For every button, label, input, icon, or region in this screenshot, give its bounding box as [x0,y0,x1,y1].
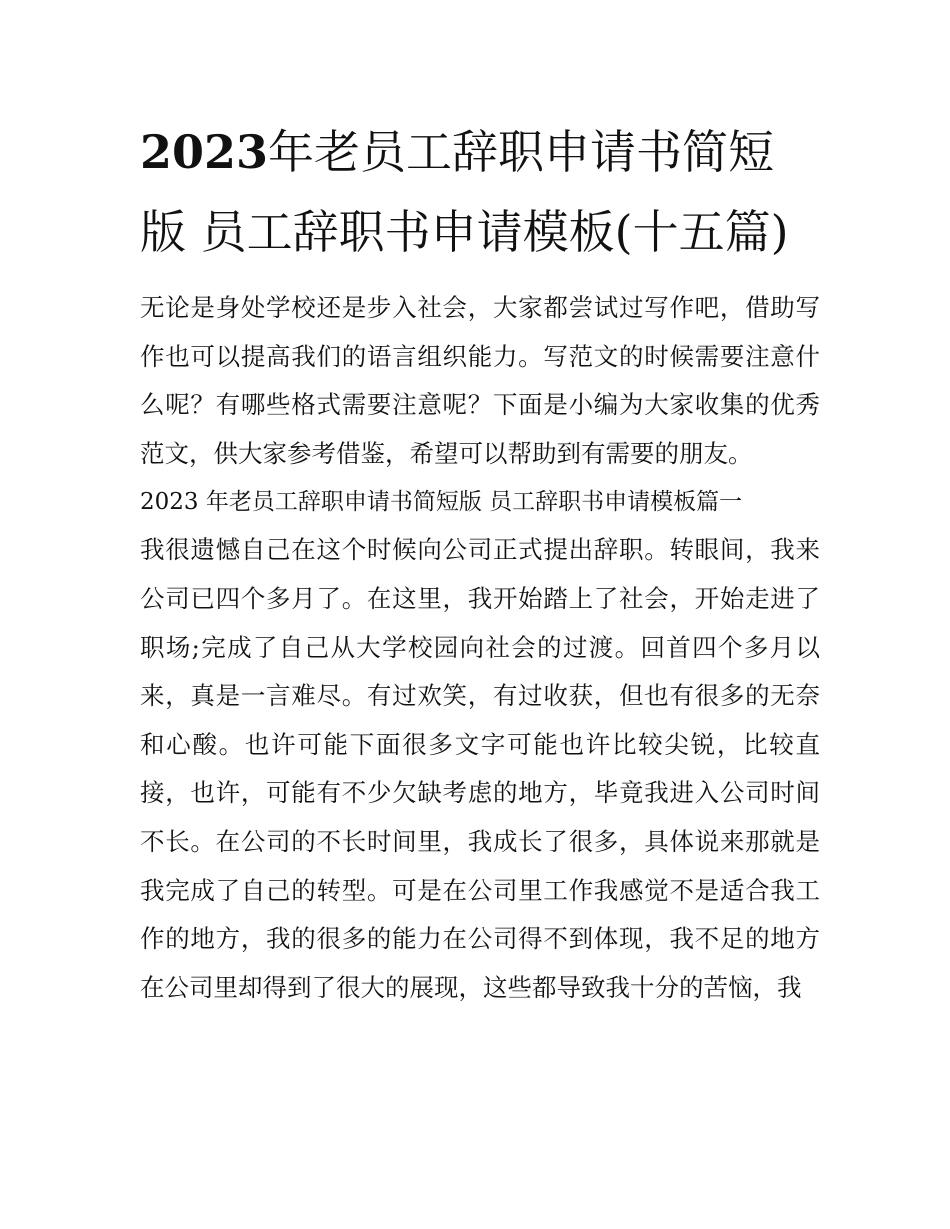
document-title-text: 年老员工辞职申请书简短版 员工辞职书申请模板(十五篇) [140,125,789,259]
document-page [140,112,820,1012]
intro-paragraph: 无论是身处学校还是步入社会，大家都尝试过写作吧，借助写作也可以提高我们的语言组织能力。写范文的时候需要注意什么呢？有哪些格式需要注意呢？下面是小编为大家收集的优秀范文，供大家参考借鉴，希望可以帮助到有需要的朋友。 [140,293,820,468]
document-title-year: 2023 [140,125,269,179]
section-title: 2023 年老员工辞职申请书简短版 员工辞职书申请模板篇一 [140,489,743,516]
body-paragraph: 我很遗憾自己在这个时候向公司正式提出辞职。转眼间，我来公司已四个多月了。在这里，我开始踏上了社会，开始走进了职场;完成了自己从大学校园向社会的过渡。回首四个多月以来，真是一言难尽。有过欢笑，有过收获，但也有很多的无奈和心酸。也许可能下面很多文字可能也许比较尖锐，比较直接，也许，可能有不少欠缺考虑的地方，毕竟我进入公司时间不长。在公司的不长时间里，我成长了很多，具体说来那就是我完成了自己的转型。可是在公司里工作我感觉不是适合我工作的地方，我的很多的能力在公司得不到体现，我不足的地方在公司里却得到了很大的展现，这些都导致我十分的苦恼，我 [140,535,820,1002]
document-title [140,112,820,272]
